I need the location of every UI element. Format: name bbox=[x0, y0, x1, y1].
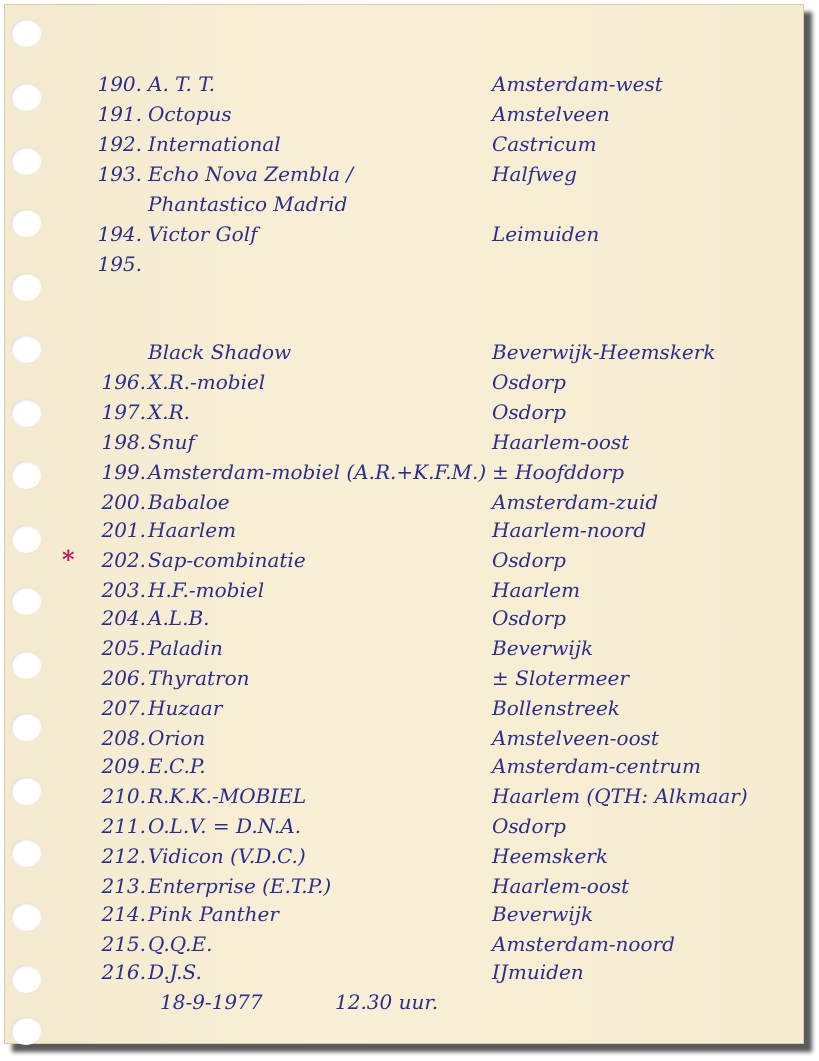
entry-name: Sap-combinatie bbox=[148, 548, 306, 572]
entry-row bbox=[0, 398, 819, 426]
entry-place: Amsterdam-centrum bbox=[492, 754, 701, 778]
entry-number: 213. bbox=[101, 874, 146, 898]
entry-number: 208. bbox=[101, 726, 146, 750]
entry-number: 201. bbox=[101, 518, 146, 542]
entry-place: Osdorp bbox=[492, 400, 566, 424]
entry-name: Amsterdam-mobiel (A.R.+K.F.M.) bbox=[148, 460, 487, 484]
entry-place: Halfweg bbox=[492, 162, 577, 186]
entry-place: ± Slotermeer bbox=[492, 666, 629, 690]
entry-name: Babaloe bbox=[148, 490, 230, 514]
entry-name: Enterprise (E.T.P.) bbox=[148, 874, 332, 898]
entry-name: Black Shadow bbox=[148, 340, 292, 364]
entry-number: 190. bbox=[97, 72, 142, 96]
entry-place: Amsterdam-west bbox=[492, 72, 663, 96]
entry-number: 203. bbox=[101, 578, 146, 602]
entry-row bbox=[0, 546, 819, 574]
entry-name: Pink Panther bbox=[148, 902, 279, 926]
entry-place: Amsterdam-zuid bbox=[492, 490, 659, 514]
entry-number: 210. bbox=[101, 784, 146, 808]
entry-name: Q.Q.E. bbox=[148, 932, 213, 956]
entry-name: E.C.P. bbox=[148, 754, 206, 778]
entry-place: Bollenstreek bbox=[492, 696, 620, 720]
entry-number: 212. bbox=[101, 844, 146, 868]
entry-row bbox=[0, 576, 819, 604]
entry-number: 191. bbox=[97, 102, 142, 126]
entry-number: 205. bbox=[101, 636, 146, 660]
entry-row bbox=[0, 724, 819, 752]
entry-row bbox=[0, 634, 819, 662]
entry-number: 194. bbox=[97, 222, 142, 246]
entry-name: Orion bbox=[148, 726, 206, 750]
entry-row bbox=[0, 900, 819, 928]
entry-name: D.J.S. bbox=[148, 960, 202, 984]
entry-row bbox=[0, 190, 819, 218]
entry-number: 206. bbox=[101, 666, 146, 690]
entry-place: Heemskerk bbox=[492, 844, 608, 868]
entry-number: 200. bbox=[101, 490, 146, 514]
entry-place: Beverwijk-Heemskerk bbox=[492, 340, 716, 364]
entry-place: Amstelveen-oost bbox=[492, 726, 659, 750]
entry-number: 197. bbox=[101, 400, 146, 424]
footer-date: 18-9-1977 bbox=[160, 990, 263, 1014]
entry-place: Amstelveen bbox=[492, 102, 610, 126]
entry-row bbox=[0, 694, 819, 722]
entry-number: 193. bbox=[97, 162, 142, 186]
entry-name: R.K.K.-MOBIEL bbox=[148, 784, 307, 808]
entry-place: Osdorp bbox=[492, 548, 566, 572]
entry-place: Osdorp bbox=[492, 370, 566, 394]
entry-name: Thyratron bbox=[148, 666, 250, 690]
entry-row bbox=[0, 812, 819, 840]
entry-place: Osdorp bbox=[492, 606, 566, 630]
entry-row bbox=[0, 752, 819, 780]
entry-place: Haarlem-oost bbox=[492, 430, 630, 454]
entry-row bbox=[0, 488, 819, 516]
entry-place: ± Hoofddorp bbox=[492, 460, 625, 484]
entry-row bbox=[0, 664, 819, 692]
entry-row bbox=[0, 458, 819, 486]
entry-row bbox=[0, 338, 819, 366]
entry-place: Haarlem bbox=[492, 578, 581, 602]
entry-number: 198. bbox=[101, 430, 146, 454]
entry-place: Amsterdam-noord bbox=[492, 932, 675, 956]
entry-number: 214. bbox=[101, 902, 146, 926]
entry-number: 204. bbox=[101, 606, 146, 630]
entry-name: Haarlem bbox=[148, 518, 237, 542]
entry-number: 199. bbox=[101, 460, 146, 484]
entry-place: Osdorp bbox=[492, 814, 566, 838]
entry-number: 192. bbox=[97, 132, 142, 156]
entry-number: 195. bbox=[97, 252, 142, 276]
entry-place: IJmuiden bbox=[492, 960, 584, 984]
entry-row bbox=[0, 958, 819, 986]
entry-row bbox=[0, 220, 819, 248]
entry-row bbox=[0, 842, 819, 870]
footer-time: 12.30 uur. bbox=[335, 990, 439, 1014]
entry-row bbox=[0, 100, 819, 128]
entry-number: 209. bbox=[101, 754, 146, 778]
entry-row bbox=[0, 782, 819, 810]
entry-name: X.R. bbox=[148, 400, 191, 424]
entry-row bbox=[0, 70, 819, 98]
entry-row bbox=[0, 872, 819, 900]
entry-place: Haarlem-oost bbox=[492, 874, 630, 898]
entry-place: Castricum bbox=[492, 132, 597, 156]
entry-name: O.L.V. = D.N.A. bbox=[148, 814, 302, 838]
entry-name: A.L.B. bbox=[148, 606, 210, 630]
red-asterisk-mark: * bbox=[62, 545, 75, 574]
entry-row bbox=[0, 160, 819, 188]
entry-row bbox=[0, 428, 819, 456]
entry-name: Echo Nova Zembla / bbox=[148, 162, 354, 186]
entry-number: 211. bbox=[101, 814, 146, 838]
entry-place: Haarlem (QTH: Alkmaar) bbox=[492, 784, 748, 808]
entry-place: Haarlem-noord bbox=[492, 518, 647, 542]
entry-row bbox=[0, 604, 819, 632]
binder-hole bbox=[11, 1017, 41, 1045]
entry-row bbox=[0, 250, 819, 278]
entry-name: A. T. T. bbox=[148, 72, 216, 96]
entry-name: Snuf bbox=[148, 430, 195, 454]
entry-number: 196. bbox=[101, 370, 146, 394]
entry-row bbox=[0, 930, 819, 958]
entry-name: Victor Golf bbox=[148, 222, 258, 246]
entry-name: X.R.-mobiel bbox=[148, 370, 266, 394]
entry-place: Leimuiden bbox=[492, 222, 600, 246]
entry-name: Huzaar bbox=[148, 696, 223, 720]
entry-name: Paladin bbox=[148, 636, 223, 660]
binder-hole bbox=[11, 19, 41, 47]
entry-number: 215. bbox=[101, 932, 146, 956]
entry-place: Beverwijk bbox=[492, 902, 594, 926]
entry-number: 216. bbox=[101, 960, 146, 984]
entry-row bbox=[0, 368, 819, 396]
entry-name: H.F.-mobiel bbox=[148, 578, 265, 602]
entry-number: 207. bbox=[101, 696, 146, 720]
entry-name: Vidicon (V.D.C.) bbox=[148, 844, 306, 868]
entry-place: Beverwijk bbox=[492, 636, 594, 660]
entry-row bbox=[0, 130, 819, 158]
entry-name: International bbox=[148, 132, 281, 156]
entry-number: 202. bbox=[101, 548, 146, 572]
entry-name: Octopus bbox=[148, 102, 232, 126]
entry-name: Phantastico Madrid bbox=[148, 192, 348, 216]
entry-row bbox=[0, 516, 819, 544]
